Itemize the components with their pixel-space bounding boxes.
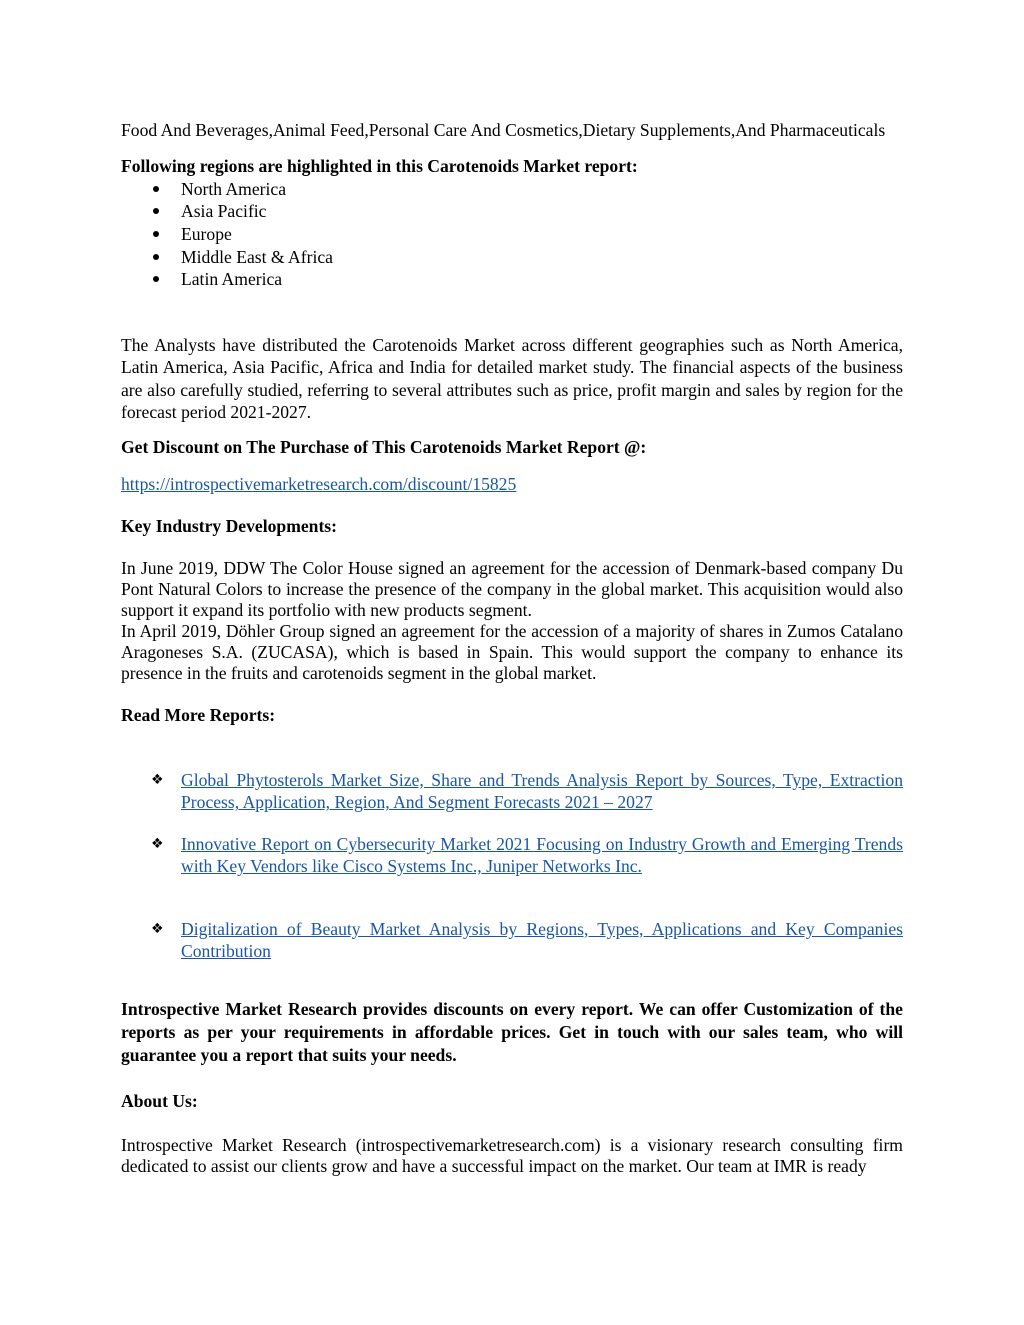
bullet-icon	[153, 254, 159, 260]
about-heading: About Us:	[121, 1091, 198, 1112]
list-item	[121, 769, 903, 814]
list-item: Latin America	[121, 268, 903, 291]
analysts-paragraph: The Analysts have distributed the Carotenoids Market across different geographies such as North America, Latin America, Asia Pacific, Africa and India for detailed market study. The financial aspects of the business are also carefully studied, referring to several attributes such as price, profit margin and sales by region for the forecast period 2021-2027.	[121, 334, 903, 422]
list-item: Middle East & Africa	[121, 246, 903, 269]
diamond-bullet-icon: ❖	[151, 835, 164, 852]
developments-paragraph-2: In April 2019, Döhler Group signed an agreement for the accession of a majority of shares in Zumos Catalano Aragoneses S.A. (ZUCASA), which is based in Spain. This would support the company to enhance its presence in the fruits and carotenoids segment in the global market.	[121, 620, 903, 683]
applications-text: Food And Beverages,Animal Feed,Personal Care And Cosmetics,Dietary Supplements,And Pharmaceuticals	[121, 120, 886, 140]
bullet-icon	[153, 231, 159, 237]
document-page	[121, 119, 903, 1177]
list-item: Europe	[121, 223, 903, 246]
list-item: Asia Pacific	[121, 200, 903, 223]
list-item	[121, 918, 903, 963]
bullet-icon	[153, 276, 159, 282]
regions-list	[121, 178, 903, 291]
report-link-phytosterols[interactable]: Global Phytosterols Market Size, Share and Trends Analysis Report by Sources, Type, Extraction Process, Application, Region, And Segment Forecasts 2021 – 2027	[181, 770, 903, 813]
diamond-bullet-icon: ❖	[151, 920, 164, 937]
developments-paragraph-1: In June 2019, DDW The Color House signed an agreement for the accession of Denmark-based company Du Pont Natural Colors to increase the presence of the company in the global market. This acquisition would also support it expand its portfolio with new products segment.	[121, 557, 903, 620]
discount-heading: Get Discount on The Purchase of This Carotenoids Market Report @:	[121, 437, 647, 458]
bullet-icon	[153, 208, 159, 214]
diamond-bullet-icon: ❖	[151, 772, 164, 789]
developments-heading: Key Industry Developments:	[121, 516, 338, 537]
report-link-cybersecurity[interactable]: Innovative Report on Cybersecurity Market 2021 Focusing on Industry Growth and Emerging Trends with Key Vendors like Cisco Systems Inc., Juniper Networks Inc.	[181, 833, 903, 877]
discount-link[interactable]: https://introspectivemarketresearch.com/discount/15825	[121, 473, 517, 494]
about-paragraph: Introspective Market Research (introspectivemarketresearch.com) is a visionary research consulting firm dedicated to assist our clients grow and have a successful impact on the market. Our team at IMR is ready	[121, 1134, 903, 1176]
report-link-beauty[interactable]: Digitalization of Beauty Market Analysis by Regions, Types, Applications and Key Companies Contribution	[181, 918, 903, 962]
regions-heading: Following regions are highlighted in this Carotenoids Market report:	[121, 156, 638, 177]
list-item: North America	[121, 178, 903, 201]
discount-note: Introspective Market Research provides discounts on every report. We can offer Customization of the reports as per your requirements in affordable prices. Get in touch with our sales team, who will guarantee you a report that suits your needs.	[121, 999, 903, 1066]
read-more-list	[121, 769, 903, 962]
read-more-heading: Read More Reports:	[121, 704, 276, 725]
list-item	[121, 833, 903, 878]
discount-link-line	[121, 473, 903, 495]
bullet-icon	[153, 186, 159, 192]
